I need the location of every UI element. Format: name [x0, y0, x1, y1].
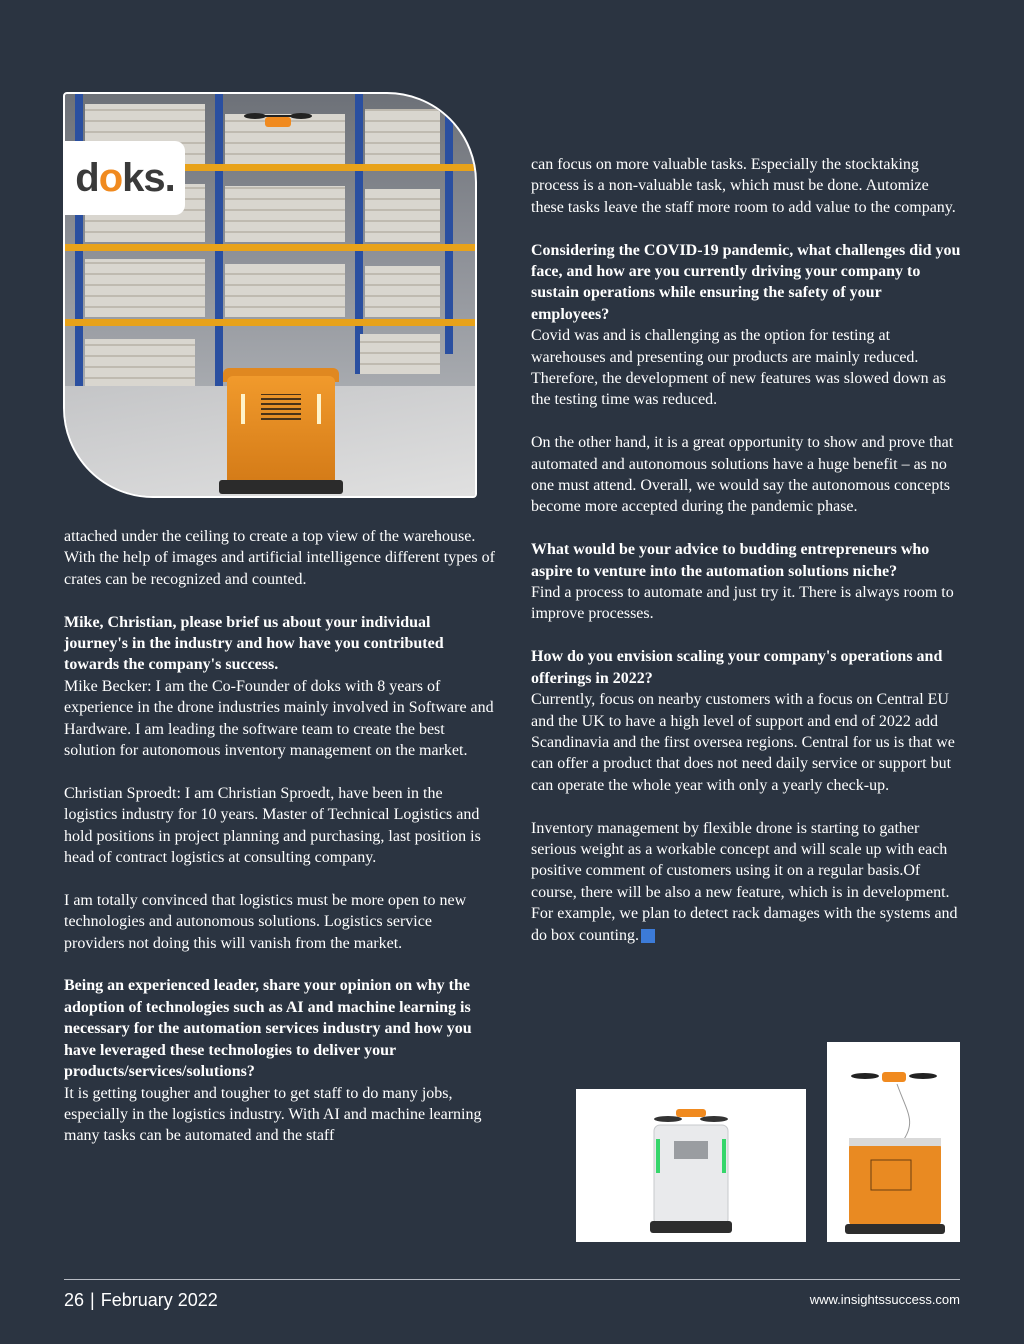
white-robot-icon	[576, 1089, 806, 1242]
page-number-value: 26	[64, 1290, 85, 1310]
answer-mike: Mike Becker: I am the Co-Founder of doks with 8 years of experience in the drone industries mainly involved in Software and Hardware. I am leading the software team to create the best solution for autonomous inventory management on the market.	[64, 677, 494, 760]
left-text-column	[64, 526, 496, 1168]
answer-christian: Christian Sproedt: I am Christian Sproedt, have been in the logistics industry for 10 years. Master of Technical Logistics and hold positions in project planning and purchasing, last position is head of contract logistics at consulting company.	[64, 784, 481, 867]
question-ai-ml: Being an experienced leader, share your opinion on why the adoption of technologies such as AI and machine learning is necessary for the automation services industry and how you have leveraged these technologies to deliver your products/services/solutions?	[64, 977, 472, 1081]
answer-convinced: I am totally convinced that logistics must be more open to new technologies and autonomous solutions. Logistics service providers not doing this will vanish from the market.	[64, 891, 467, 952]
doks-logo: d o ks.	[65, 141, 185, 215]
page-number	[64, 1290, 218, 1311]
right-text-column	[531, 154, 963, 967]
footer-divider	[64, 1279, 960, 1280]
answer-other-hand: On the other hand, it is a great opportunity to show and prove that automated and autonomous solutions have a huge benefit – as no one must attend. Overall, we would say the autonomous concepts become more accepted during the pandemic phase.	[531, 434, 954, 516]
drone-icon	[243, 110, 313, 132]
continuation-paragraph: attached under the ceiling to create a top view of the warehouse. With the help of images and artificial intelligence different types of crates can be recognized and counted.	[64, 528, 495, 588]
answer-scaling-focus: Currently, focus on nearby customers with a focus on Central EU and the UK to have a high level of support and end of 2022 add Scandinavia and the first oversea regions. Central for us is that we can offer a product that does not need daily service or support but can operate the whole year with only a yearly check-up.	[531, 691, 955, 794]
answer-scaling-inventory: Inventory management by flexible drone is starting to gather serious weight as a workable concept and will scale up with each positive comment of customers using it on a regular basis.Of course, there will be also a new feature, which is in development. For example, we plan to detect rack damages with the systems and do box counting.	[531, 819, 958, 944]
question-covid: Considering the COVID-19 pandemic, what challenges did you face, and how are you currently driving your company to sustain operations while ensuring the safety of your employees?	[531, 241, 961, 323]
answer-covid: Covid was and is challenging as the option for testing at warehouses and presenting our products are mainly reduced. Therefore, the development of new features was slowed down as the testing time was reduced.	[531, 327, 946, 409]
page-separator: |	[90, 1290, 95, 1310]
orange-robot-photo	[827, 1042, 960, 1242]
answer-ai-ml-start: It is getting tougher and tougher to get staff to do many jobs, especially in the logistics industry. With AI and machine learning many tasks can be automated and the staff	[64, 1084, 482, 1145]
orange-robot-icon	[827, 1042, 960, 1242]
question-scaling: How do you envision scaling your company's operations and offerings in 2022?	[531, 648, 943, 687]
answer-ai-ml-end: can focus on more valuable tasks. Especially the stocktaking process is a non-valuable task, which must be done. Automize these tasks leave the staff more room to add value to the company.	[531, 156, 956, 216]
end-of-article-icon	[641, 929, 655, 943]
answer-advice: Find a process to automate and just try it. There is always room to improve processes.	[531, 584, 954, 623]
issue-date: February 2022	[100, 1290, 218, 1310]
question-journey: Mike, Christian, please brief us about your individual journey's in the industry and how have you contributed towards the company's success.	[64, 613, 444, 674]
question-advice: What would be your advice to budding entrepreneurs who aspire to venture into the automation solutions niche?	[531, 541, 930, 580]
website-link[interactable]: www.insightssuccess.com	[809, 1292, 960, 1307]
white-robot-photo	[576, 1089, 806, 1242]
